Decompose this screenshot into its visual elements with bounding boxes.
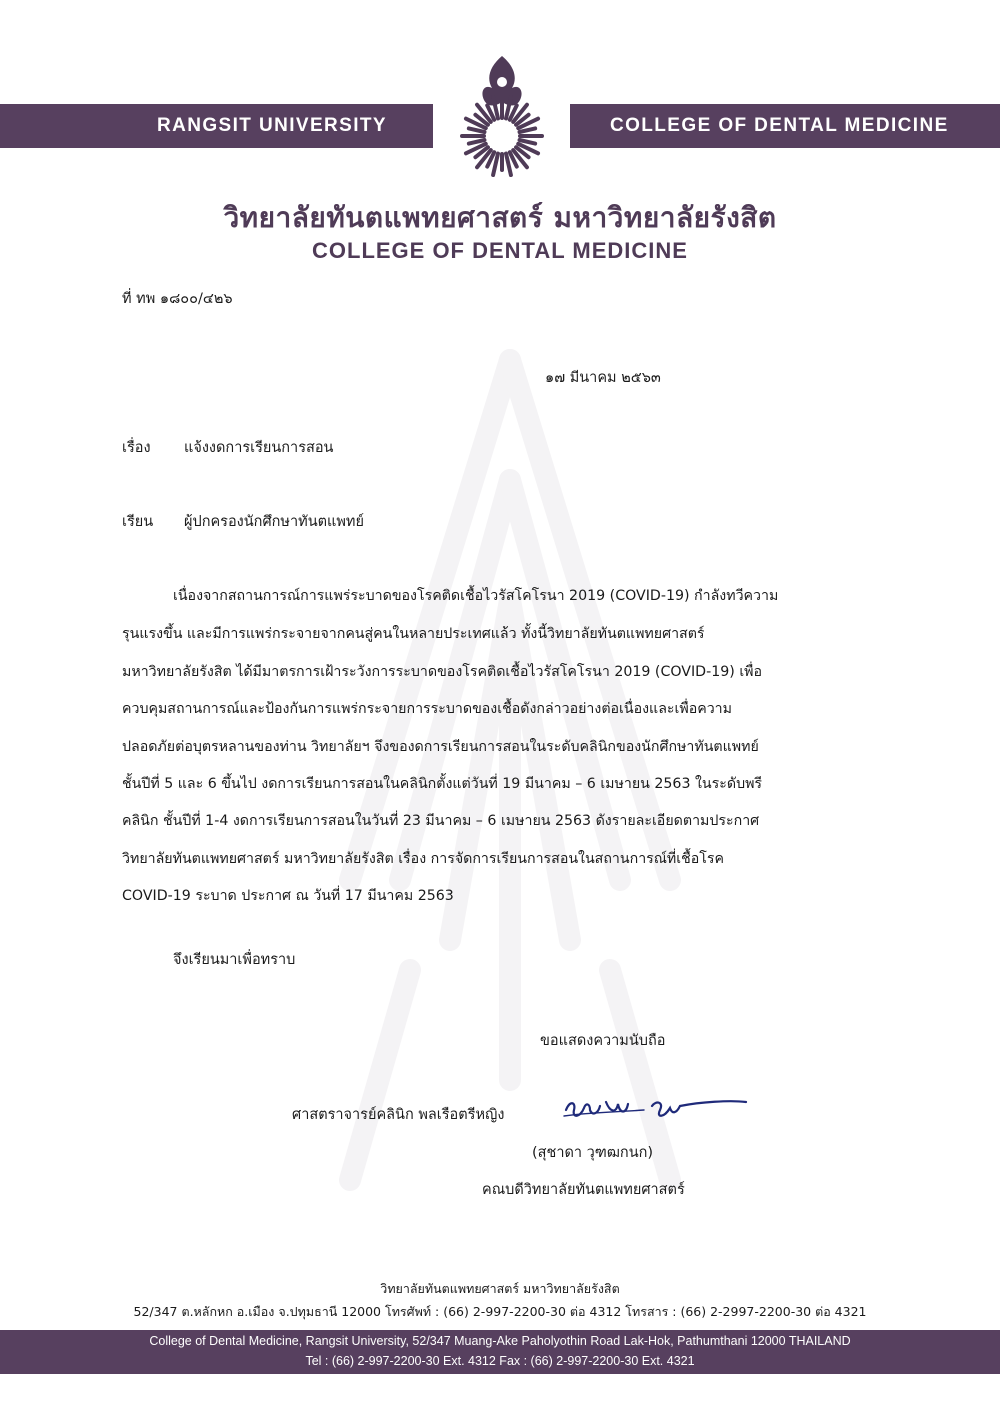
letter-date: ๑๗ มีนาคม ๒๕๖๓	[545, 370, 661, 386]
body-line: เนื่องจากสถานการณ์การแพร่ระบาดของโรคติดเชื้อไวรัสโคโรนา 2019 (COVID-19) กำลังทวีความ	[173, 588, 779, 604]
logo-ray	[469, 128, 485, 132]
watermark-logo	[290, 320, 730, 1220]
body-line: ควบคุมสถานการณ์และป้องกันการแพร่กระจายการระบาดของเชื้อดังกล่าวอย่างต่อเนื่องและเพื่อความ	[122, 701, 733, 717]
subject-label: เรื่อง	[122, 440, 151, 456]
reference-number: ที่ ทพ ๑๘๐๐/๔๒๖	[122, 291, 233, 307]
logo-ray	[520, 140, 536, 144]
body-line: ชั้นปีที่ 5 และ 6 ขึ้นไป งดการเรียนการสอนในคลินิกตั้งแต่วันที่ 19 มีนาคม – 6 เมษายน 2563 ในระดับพรี	[122, 776, 763, 792]
body-line: ปลอดภัยต่อบุตรหลานของท่าน วิทยาลัยฯ จึงของดการเรียนการสอนในระดับคลินิกของนักศึกษาทันตแพทย์	[122, 739, 759, 755]
regards: ขอแสดงความนับถือ	[540, 1033, 666, 1049]
body-line: มหาวิทยาลัยรังสิต ได้มีมาตรการเฝ้าระวังการระบาดของโรคติดเชื้อไวรัสโคโรนา 2019 (COVID-19) เพื่อ	[122, 664, 763, 680]
handwritten-signature	[560, 1092, 750, 1126]
body-line: COVID-19 ระบาด ประกาศ ณ วันที่ 17 มีนาคม 2563	[122, 888, 454, 904]
signer-name: (สุชาดา วุฑฒกนก)	[532, 1145, 654, 1161]
recipient-text: ผู้ปกครองนักศึกษาทันตแพทย์	[184, 514, 364, 530]
footer-band	[0, 1330, 1000, 1374]
closing-phrase: จึงเรียนมาเพื่อทราบ	[173, 952, 296, 968]
recipient-label: เรียน	[122, 514, 154, 530]
logo-ray	[520, 128, 536, 132]
header-band-left	[0, 104, 433, 148]
college-name-english: COLLEGE OF DENTAL MEDICINE	[312, 238, 688, 263]
body-line: วิทยาลัยทันตแพทยศาสตร์ มหาวิทยาลัยรังสิต เรื่อง การจัดการเรียนการสอนในสถานการณ์ที่เชื้อโรค	[122, 851, 725, 867]
body-line: คลินิก ชั้นปีที่ 1-4 งดการเรียนการสอนในวันที่ 23 มีนาคม – 6 เมษายน 2563 ดังรายละเอียดตามประกาศ	[122, 813, 760, 829]
footer-address-english: College of Dental Medicine, Rangsit University, 52/347 Muang-Ake Paholyothin Road Lak-Hok, Pathumthani 12000 THAILAND	[149, 1334, 851, 1348]
footer-contact-english: Tel : (66) 2-997-2200-30 Ext. 4312 Fax : (66) 2-997-2200-30 Ext. 4321	[305, 1354, 695, 1368]
signer-position: คณบดีวิทยาลัยทันตแพทยศาสตร์	[482, 1182, 685, 1198]
signer-title: ศาสตราจารย์คลินิก พลเรือตรีหญิง	[292, 1107, 505, 1123]
university-name: RANGSIT UNIVERSITY	[157, 115, 387, 136]
college-name-thai: วิทยาลัยทันตแพทยศาสตร์ มหาวิทยาลัยรังสิต	[223, 201, 777, 234]
body-line: รุนแรงขึ้น และมีการแพร่กระจายจากคนสู่คนในหลายประเทศแล้ว ทั้งนี้วิทยาลัยทันตแพทยศาสตร์	[122, 626, 705, 642]
footer-address-thai: 52/347 ต.หลักหก อ.เมือง จ.ปทุมธานี 12000 โทรศัพท์ : (66) 2-997-2200-30 ต่อ 4312 โทรสาร : (66) 2-2997-2200-30 ต่อ 4321	[133, 1304, 867, 1319]
college-name: COLLEGE OF DENTAL MEDICINE	[610, 115, 949, 136]
logo-ray	[469, 140, 485, 144]
rangsit-university-logo-icon	[440, 52, 564, 180]
footer-college-name-thai: วิทยาลัยทันตแพทยศาสตร์ มหาวิทยาลัยรังสิต	[380, 1281, 620, 1296]
subject-text: แจ้งงดการเรียนการสอน	[184, 440, 334, 456]
header-band-right	[570, 104, 1000, 148]
